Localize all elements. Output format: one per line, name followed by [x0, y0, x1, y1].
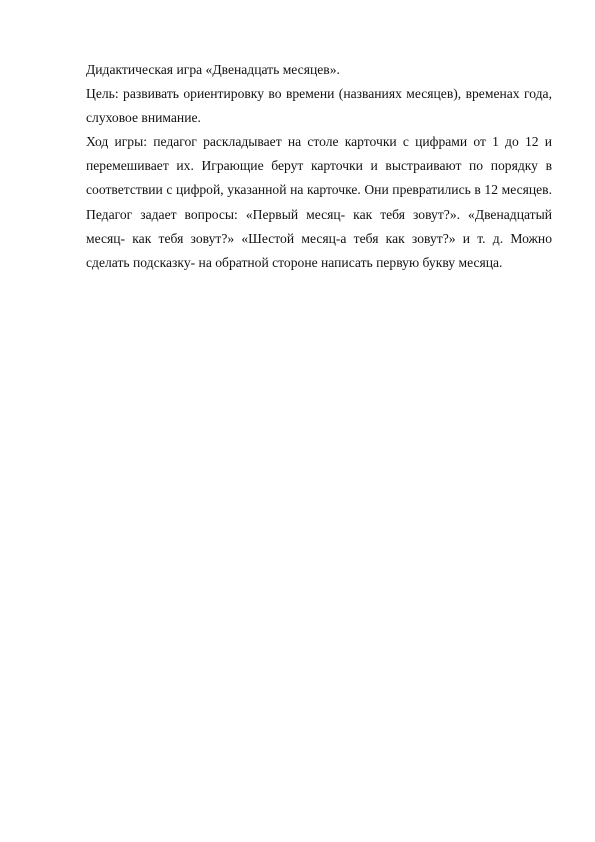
document-body [86, 58, 552, 275]
goal-paragraph: Цель: развивать ориентировку во времени (названиях месяцев), временах года, слуховое внимание. [86, 86, 552, 126]
game-title: Дидактическая игра «Двенадцать месяцев». [86, 62, 340, 77]
procedure-paragraph: Ход игры: педагог раскладывает на столе карточки с цифрами от 1 до 12 и перемешивает их. Играющие берут карточки и выстраивают по порядку в соответствии с цифрой, указанной на карточке. Они превратились в 12 месяцев. Педагог задает вопросы: «Первый месяц- как тебя зовут?». «Двенадцатый месяц- как тебя зовут?» «Шестой месяц-а тебя как зовут?» и т. д. Можно сделать подсказку- на обратной стороне написать первую букву месяца. [86, 134, 552, 270]
